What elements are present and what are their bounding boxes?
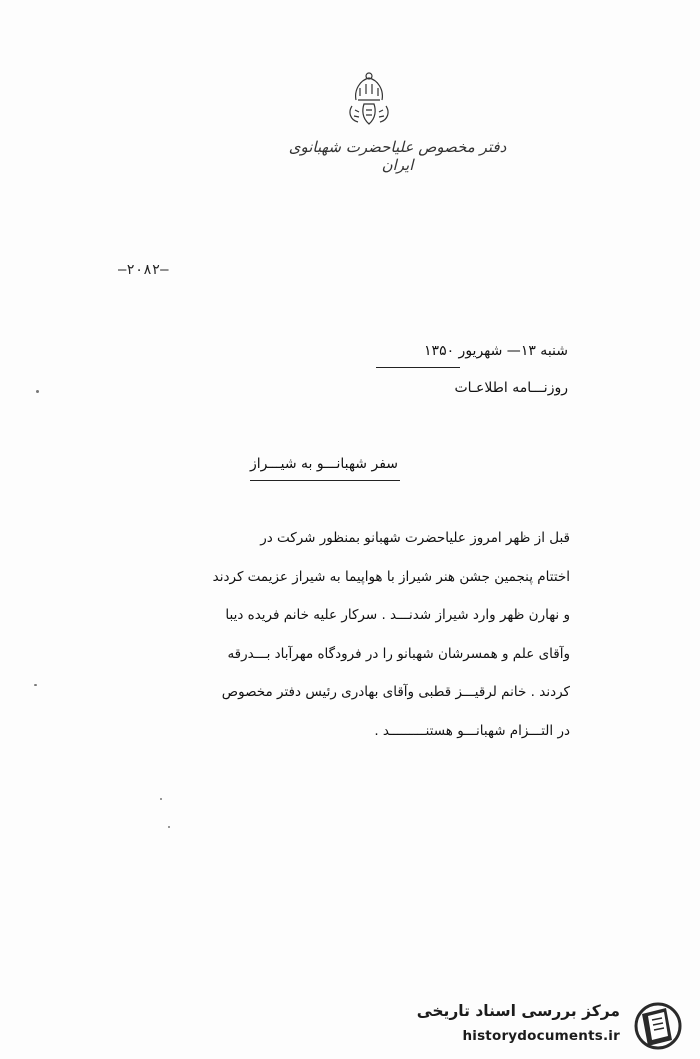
scan-speck xyxy=(36,390,39,393)
letterhead-office-line: دفتر مخصوص علیاحضرت شهبانوی ایران xyxy=(288,138,507,174)
body-line-2: اختتام پنجمین جشن هنر شیراز با هواپیما به شیراز عزیمت کردند xyxy=(212,568,570,585)
scan-speck xyxy=(34,684,37,686)
body-line-1: قبل از ظهر امروز علیاحضرت شهبانو بمنظور شرکت در xyxy=(260,530,570,546)
body-line-3: و نهارن ظهر وارد شیراز شدنـــد . سرکار علیه خانم فریده دیبا xyxy=(225,607,570,623)
royal-crown-emblem-icon xyxy=(344,70,394,128)
body-text xyxy=(130,526,570,757)
watermark-url: historydocuments.ir xyxy=(462,1028,620,1044)
body-line-5: کردند . خانم لرقیـــز قطبی وآقای بهادری رئیس دفتر مخصوص xyxy=(221,684,570,700)
archive-watermark xyxy=(412,1000,690,1052)
reference-number: —۲۰۸۲— xyxy=(118,262,169,278)
date-underline xyxy=(376,367,460,368)
document-title: سفر شهبانـــو به شیـــراز xyxy=(249,456,399,472)
body-line-6: در التـــزام شهبانـــو هستنـــــــــد . xyxy=(374,722,570,739)
body-line-4: وآقای علم و همسرشان شهبانو را در فرودگاه مهرآباد بـــدرقه xyxy=(227,645,570,662)
title-underline xyxy=(250,480,400,481)
date-line: شنبه ۱۳— شهریور ۱۳۵۰ xyxy=(424,343,568,359)
scan-speck xyxy=(168,826,170,828)
watermark-title: مرکز بررسی اسناد تاریخی xyxy=(416,1002,620,1020)
source-newspaper: روزنـــامه اطلاعـات xyxy=(454,380,568,396)
archive-logo-icon xyxy=(626,1000,686,1052)
scan-speck xyxy=(160,798,162,800)
